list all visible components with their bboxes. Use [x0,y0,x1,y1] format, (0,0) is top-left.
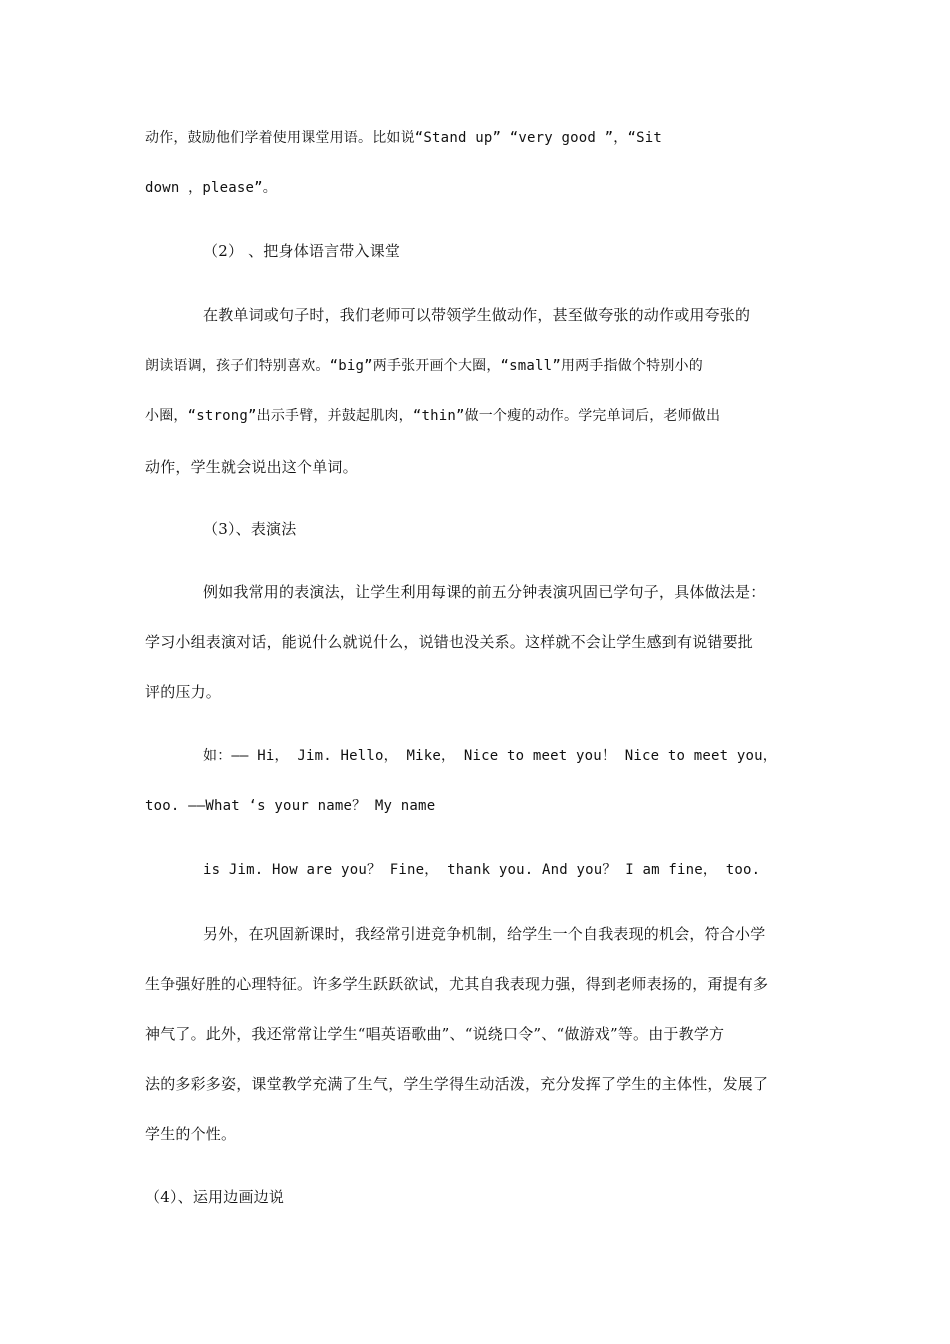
paragraph-line: 神气了。此外，我还常常让学生“唱英语歌曲”、“说绕口令”、“做游戏”等。由于教学方 [145,1025,725,1043]
paragraph-line: 例如我常用的表演法，让学生利用每课的前五分钟表演巩固已学句子，具体做法是： [203,583,766,601]
paragraph-line: 学生的个性。 [145,1125,237,1143]
section-heading: （3）、表演法 [203,520,297,538]
dialogue-line: too. ——What ‘s your name？ My name [145,798,436,814]
paragraph-line: 另外，在巩固新课时，我经常引进竞争机制，给学生一个自我表现的机会，符合小学 [203,925,766,943]
paragraph-line: 学习小组表演对话，能说什么就说什么，说错也没关系。这样就不会让学生感到有说错要批 [145,633,754,651]
dialogue-line: 如：—— Hi， Jim. Hello， Mike， Nice to meet you！ Nice to meet you， [203,748,777,764]
paragraph-line: 动作，鼓励他们学着使用课堂用语。比如说“Stand up” “very good ”，“Sit [145,130,662,146]
dialogue-line: is Jim. How are you？ Fine， thank you. And you？ I am fine， too. [203,862,761,878]
section-heading: （2） 、把身体语言带入课堂 [203,242,401,260]
paragraph-line: 法的多彩多姿，课堂教学充满了生气，学生学得生动活泼，充分发挥了学生的主体性，发展了 [145,1075,769,1093]
paragraph-line: 朗读语调，孩子们特别喜欢。“big”两手张开画个大圈，“small”用两手指做个特别小的 [145,358,703,374]
paragraph-line: 小圈，“strong”出示手臂，并鼓起肌肉，“thin”做一个瘦的动作。学完单词后，老师做出 [145,408,721,424]
paragraph-line: 生争强好胜的心理特征。许多学生跃跃欲试，尤其自我表现力强，得到老师表扬的，甭提有多 [145,975,769,993]
section-heading: （4）、运用边画边说 [145,1188,285,1206]
paragraph-line: 在教单词或句子时，我们老师可以带领学生做动作，甚至做夸张的动作或用夸张的 [203,306,751,324]
paragraph-line: 评的压力。 [145,683,222,701]
paragraph-line: 动作，学生就会说出这个单词。 [145,458,358,476]
paragraph-line: down ，please”。 [145,180,277,196]
